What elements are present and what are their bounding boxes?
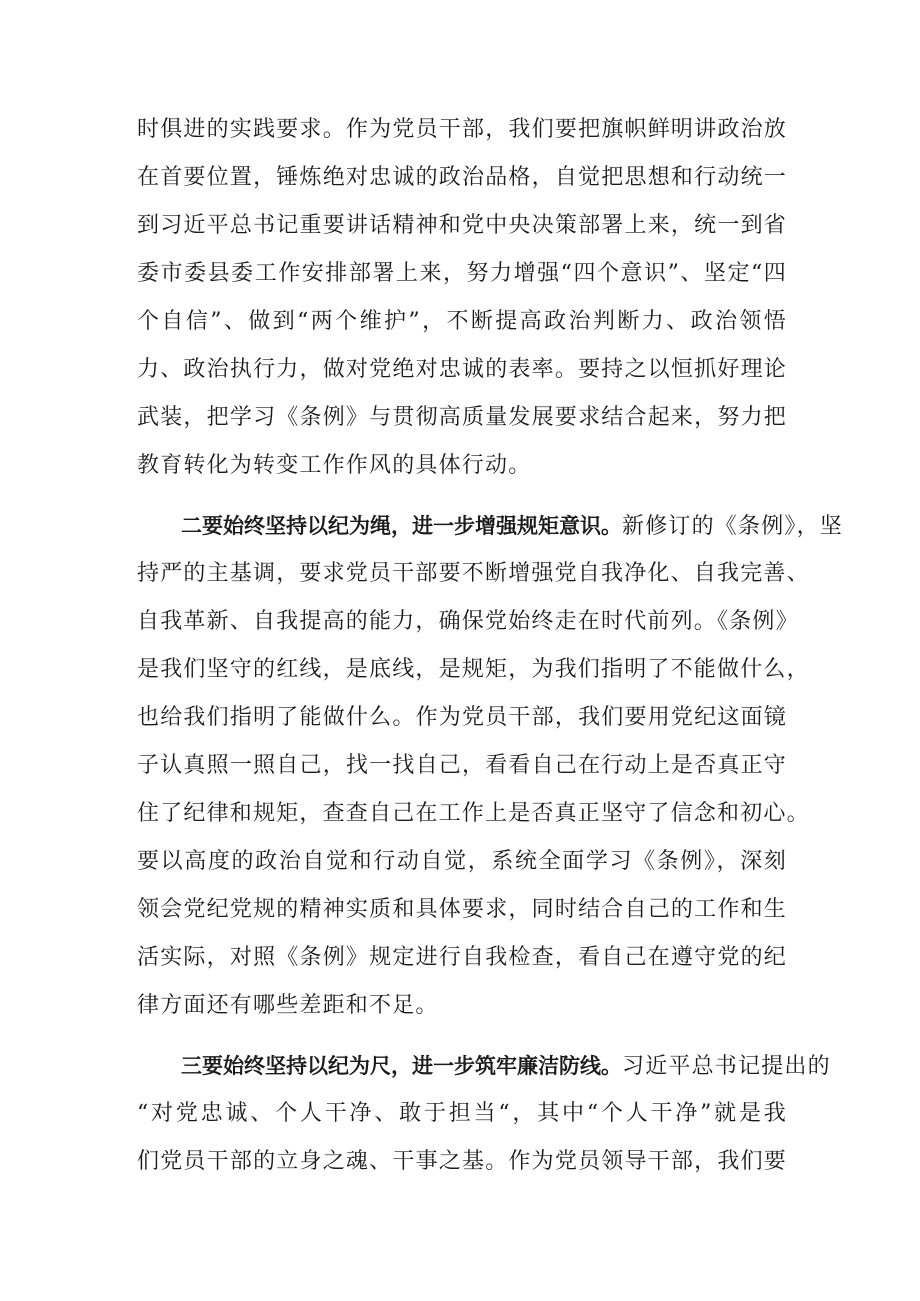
text-line: 委市委县委工作安排部署上来，努力增强“四个意识”、坚定“四 [137, 261, 787, 286]
paragraph-text: 习近平总书记提出的 [622, 1054, 831, 1079]
paragraph-1 [137, 106, 787, 490]
text-line: 子认真照一照自己，找一找自己，看看自己在行动上是否真正守 [137, 753, 787, 778]
text-line: 武装，把学习《条例》与贯彻高质量发展要求结合起来，努力把 [137, 405, 787, 430]
text-line: 是我们坚守的红线，是底线，是规矩，为我们指明了不能做什么， [137, 657, 810, 682]
text-line: “对党忠诚、个人干净、敢于担当“，其中“个人干净”就是我 [137, 1101, 787, 1126]
text-line: 领会党纪党规的精神实质和具体要求，同时结合自己的工作和生 [137, 897, 787, 922]
text-line: 活实际，对照《条例》规定进行自我检查，看自己在遵守党的纪 [137, 945, 787, 970]
paragraph-3 [137, 1042, 831, 1186]
text-line: 自我革新、自我提高的能力，确保党始终走在时代前列。《条例》 [137, 609, 799, 634]
text-line: 要以高度的政治自觉和行动自觉，系统全面学习《条例》，深刻 [137, 849, 787, 874]
text-line: 时俱进的实践要求。作为党员干部，我们要把旗帜鲜明讲政治放 [137, 117, 787, 142]
paragraph-2 [137, 502, 844, 1030]
text-line: 律方面还有哪些差距和不足。 [137, 993, 439, 1018]
paragraph-gap [137, 490, 787, 502]
text-line: 也给我们指明了能做什么。作为党员干部，我们要用党纪这面镜 [137, 705, 787, 730]
text-line: 到习近平总书记重要讲话精神和党中央决策部署上来，统一到省 [137, 213, 787, 238]
paragraph-heading: 三要始终坚持以纪为尺，进一步筑牢廉洁防线。 [181, 1054, 622, 1078]
paragraph-first-line [137, 1042, 831, 1090]
text-line: 持严的主基调，要求党员干部要不断增强党自我净化、自我完善、 [137, 561, 810, 586]
text-line: 个自信”、做到“两个维护”，不断提高政治判断力、政治领悟 [137, 309, 787, 334]
paragraph-heading: 二要始终坚持以纪为绳，进一步增强规矩意识。 [181, 514, 622, 538]
text-line: 在首要位置，锤炼绝对忠诚的政治品格，自觉把思想和行动统一 [137, 165, 787, 190]
text-line: 教育转化为转变工作作风的具体行动。 [137, 453, 532, 478]
text-line: 们党员干部的立身之魂、干事之基。作为党员领导干部，我们要 [137, 1149, 787, 1174]
document-body [137, 106, 844, 1186]
text-line: 力、政治执行力，做对党绝对忠诚的表率。要持之以恒抓好理论 [137, 357, 787, 382]
paragraph-first-line [137, 502, 844, 550]
paragraph-gap [137, 1030, 787, 1042]
text-line: 住了纪律和规矩，查查自己在工作上是否真正坚守了信念和初心。 [137, 801, 810, 826]
paragraph-text: 新修订的《条例》，坚 [622, 514, 844, 539]
